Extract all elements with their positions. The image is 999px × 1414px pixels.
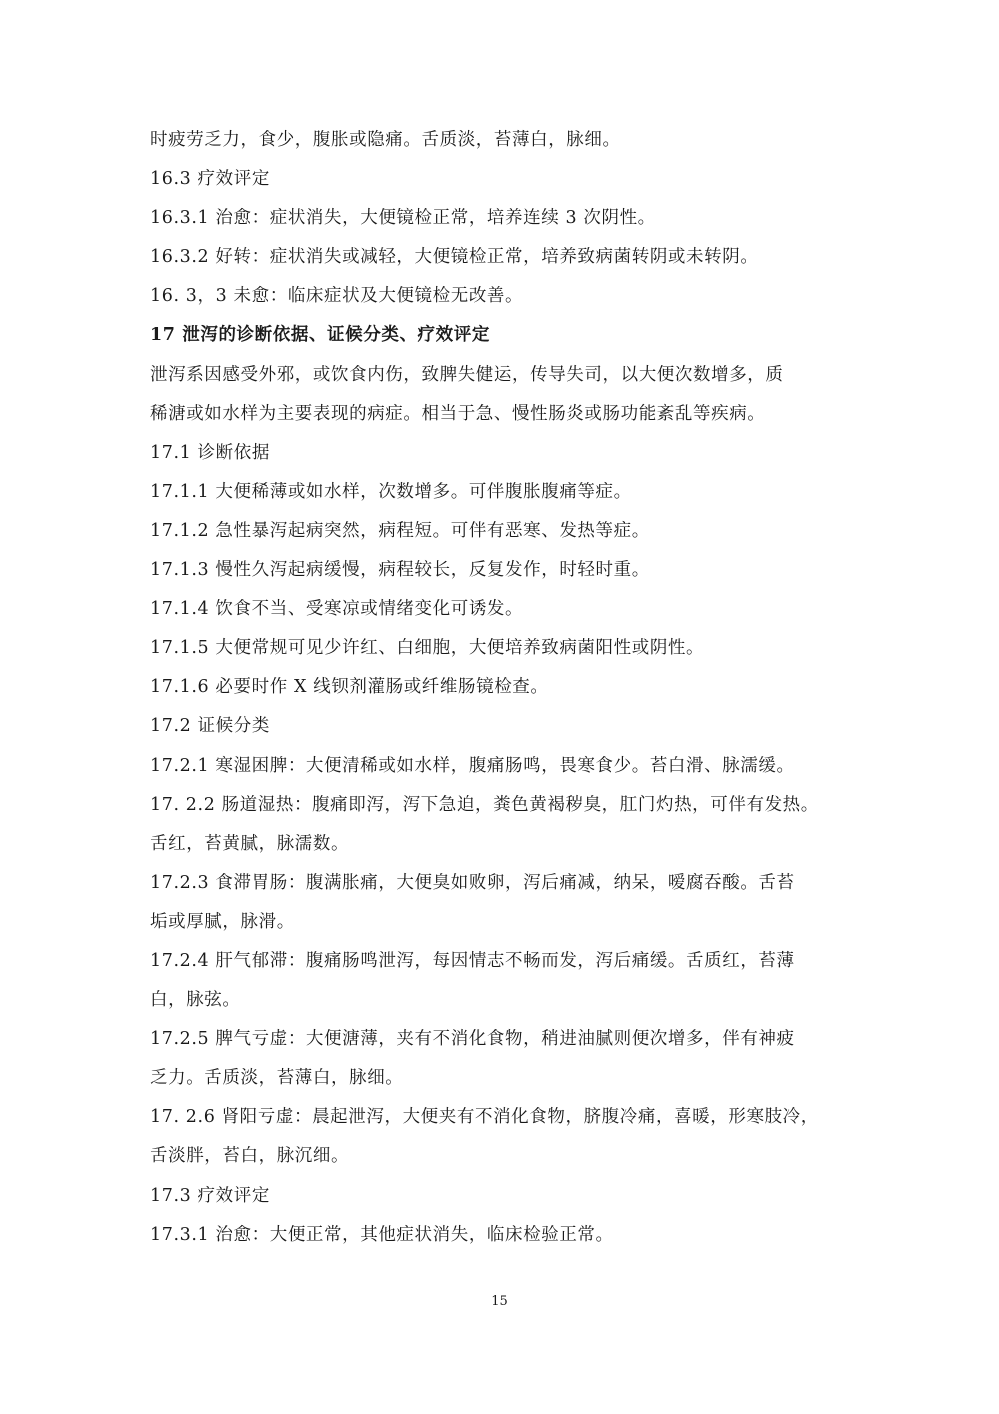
text-line: 舌红，苔黄腻，脉濡数。: [150, 833, 350, 854]
text-line: 时疲劳乏力，食少，腹胀或隐痛。舌质淡，苔薄白，脉细。: [150, 130, 621, 150]
text-line: 17.2.4 肝气郁滞：腹痛肠鸣泄泻，每因情志不畅而发，泻后痛缓。舌质红，苔薄: [150, 950, 795, 971]
section-heading: 16.3 疗效评定: [150, 169, 270, 190]
text-line: 17.1.2 急性暴泻起病突然，病程短。可伴有恶寒、发热等症。: [150, 520, 650, 541]
text-line: 17. 2.6 肾阳亏虚：晨起泄泻，大便夹有不消化食物，脐腹冷痛，喜暖，形寒肢冷，: [150, 1107, 819, 1128]
text-line: 17.1.4 饮食不当、受寒凉或情绪变化可诱发。: [150, 599, 524, 620]
text-line: 稀溏或如水样为主要表现的病症。相当于急、慢性肠炎或肠功能紊乱等疾病。: [150, 403, 766, 424]
text-line: 垢或厚腻，脉滑。: [150, 911, 295, 932]
text-line: 17.2.1 寒湿困脾：大便清稀或如水样，腹痛肠鸣，畏寒食少。苔白滑、脉濡缓。: [150, 755, 795, 776]
text-line: 白，脉弦。: [150, 990, 241, 1011]
text-line: 17.1.3 慢性久泻起病缓慢，病程较长，反复发作，时轻时重。: [150, 560, 650, 581]
text-line: 17.1.6 必要时作 X 线钡剂灌肠或纤维肠镜检查。: [150, 677, 549, 698]
section-heading: 17.3 疗效评定: [150, 1185, 270, 1206]
text-line: 17.2.3 食滞胃肠：腹满胀痛，大便臭如败卵，泻后痛减，纳呆，嗳腐吞酸。舌苔: [150, 872, 795, 893]
text-line: 17.1.1 大便稀薄或如水样，次数增多。可伴腹胀腹痛等症。: [150, 481, 632, 502]
document-body: [150, 121, 850, 1255]
text-line: 舌淡胖，苔白，脉沉细。: [150, 1146, 350, 1167]
section-heading: 17.1 诊断依据: [150, 442, 270, 463]
text-line: 16.3.1 治愈：症状消失，大便镜检正常，培养连续 3 次阴性。: [150, 208, 656, 229]
text-line: 17.2.5 脾气亏虚：大便溏薄，夹有不消化食物，稍进油腻则便次增多，伴有神疲: [150, 1029, 795, 1050]
page-number: 15: [491, 1294, 508, 1309]
chapter-heading: 17 泄泻的诊断依据、证候分类、疗效评定: [150, 325, 490, 346]
text-line: 乏力。舌质淡，苔薄白，脉细。: [150, 1068, 404, 1089]
text-line: 17. 2.2 肠道湿热：腹痛即泻，泻下急迫，粪色黄褐秽臭，肛门灼热，可伴有发热。: [150, 794, 819, 815]
text-line: 16.3.2 好转：症状消失或减轻，大便镜检正常，培养致病菌转阴或未转阴。: [150, 247, 759, 268]
section-heading: 17.2 证候分类: [150, 716, 270, 737]
text-line: 泄泻系因感受外邪，或饮食内伤，致脾失健运，传导失司，以大便次数增多，质: [150, 364, 784, 385]
text-line: 17.1.5 大便常规可见少许红、白细胞，大便培养致病菌阳性或阴性。: [150, 638, 705, 659]
text-line: 17.3.1 治愈：大便正常，其他症状消失，临床检验正常。: [150, 1224, 614, 1245]
text-line: 16. 3，3 未愈：临床症状及大便镜检无改善。: [150, 286, 524, 307]
